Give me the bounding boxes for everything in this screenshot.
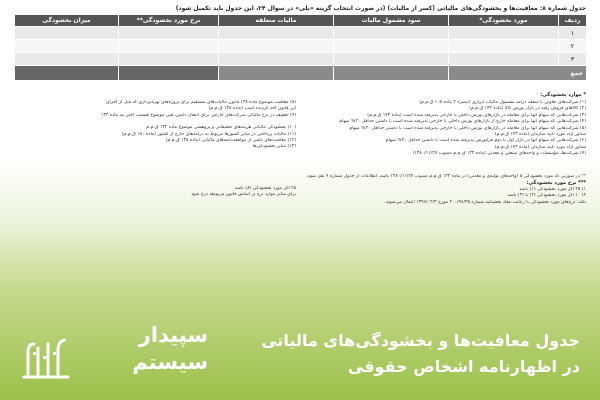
note-line: (۱) شرکت‌های تعاونی با سقف درآمد مشمول مالیات ابرازی (تبصره ۲ ماده ۱۰۵ ق.م.م): [419, 100, 586, 105]
table-cell: [449, 27, 559, 40]
note-line: ۱) ۲۵ اگر مورد بخشودگی (۱) باشد: [519, 186, 586, 192]
note-line: (۱۲) معافیت‌های ناشی از موافقت‌نامه‌های مالیاتی (ماده ۱۳۸ ق.م.م): [165, 138, 296, 144]
note-line: (۸) معافیت موضوع ماده ۱۳۸ قانون مالیات‌های مستقیم برای پروژه‌های بهره‌برداری که قبل از اجرای: [105, 100, 296, 105]
brand-name-line2: سیستم: [132, 350, 208, 374]
table-row: [15, 27, 587, 40]
note-line: (۶) شرکت‌هایی که سهام آنها در بازار اول یا دوم فرابورس پذیرفته شده است با داشتن حداقل ۲۰% سهام: [385, 138, 586, 144]
notes-left-column: [16, 100, 296, 151]
table-row: [15, 53, 587, 66]
sum-cell: [15, 66, 119, 81]
col-header-item: مورد بخشودگی*: [449, 15, 559, 27]
table-header-row: [15, 15, 587, 27]
table-sum-row: [15, 66, 587, 81]
note-line: (۳) شرکت‌هایی که سهام آنها برای معامله در بازارهای بورس داخلی یا خارجی پذیرفته شده است (ماده ۱۴۳ ق.م.م): [367, 112, 586, 118]
col-header-index: ردیف: [559, 15, 587, 27]
note-line: (۱۳) سایر بخشودگی‌ها: [252, 144, 296, 150]
note-line: ۲) ۱۰ اگر مورد بخشودگی (۲) یا (۳) باشد: [507, 193, 586, 199]
note-line: برای سایر موارد نرخ بر اساس قانون مربوطه درج شود: [191, 192, 296, 198]
table-cell: [119, 53, 219, 66]
row-index: ۱: [559, 27, 587, 40]
col-header-rate: نرخ مورد بخشودگی**: [119, 15, 219, 27]
rates-heading: *** نرخ مورد بخشودگی:: [526, 180, 586, 187]
table-cell: [219, 27, 334, 40]
table-row: [15, 40, 587, 53]
table-cell: [449, 53, 559, 66]
note-line: این قانون اخذ گردیده است (ماده ۱۳۸ ق.م.م): [208, 106, 296, 112]
table-cell: [449, 40, 559, 53]
col-header-tax: مالیات متعلقه: [219, 15, 334, 27]
row-index: ۳: [559, 53, 587, 66]
document-title: جدول شماره ۸: معافیت‌ها و بخشودگی‌های مالیاتی (کسر از مالیات) (در صورت انتخاب گزینه «بلی» در سوال ۲۴، این جدول باید تکمیل شود): [175, 5, 586, 12]
table-cell: [219, 40, 334, 53]
brand-name: [78, 322, 208, 376]
note-line: (۷) شرکت‌ها، مؤسسات و واحدهای صنعتی و معدنی (ماده ۱۳۲ ق.م.م مصوب ۱۳۸۰/۱۱/۲۷): [412, 151, 586, 157]
note-line: (۵) شرکت‌هایی که سهام آنها برای معامله در بازارهای بورس داخلی یا خارجی پذیرفته شده است با داشتن حداقل ۲۰% سهام: [349, 125, 586, 131]
note-line: (۱۱) مالیات پرداختی در سایر کشورها مربوط به درآمدهای خارج از کشور (ماده ۱۸۰ ق.م.م): [121, 131, 296, 137]
table-cell: [15, 27, 119, 40]
sum-cell: [219, 66, 334, 81]
rates-left-column: [16, 186, 296, 199]
table-cell: [119, 40, 219, 53]
brand-name-line1: سپیدار: [138, 323, 208, 347]
banner-title-line2: در اظهارنامه اشخاص حقوقی: [347, 357, 580, 376]
sum-cell: [119, 66, 219, 81]
col-header-taxable-profit: سود مشمول مالیات: [334, 15, 449, 27]
note-line: (۲) کالاهای فروش رفته در بازار بورس کالا (ماده ۱۴۳ ق.م.م): [469, 106, 586, 112]
sepidar-logo-icon: [20, 330, 72, 382]
rates-right-column: [306, 174, 586, 206]
col-header-amount: میزان بخشودگی: [15, 15, 119, 27]
table-cell: [334, 53, 449, 66]
exemption-table: [14, 14, 587, 81]
sum-label: جمع: [449, 66, 587, 81]
note-line: (۹) تخفیف در نرخ مالیاتی شرکت‌های خارجی برای انتقال دانش، فنی موضوع قسمت اخیر بند ماده ۱۳۲: [100, 112, 296, 118]
table-cell: [219, 53, 334, 66]
row-index: ۲: [559, 40, 587, 53]
table-cell: [15, 40, 119, 53]
note-line: شناور آزاد مورد تایید سازمان (ماده ۱۴۳ ق.م.م): [494, 132, 586, 138]
table-cell: [119, 27, 219, 40]
table-cell: [334, 40, 449, 53]
table-cell: [15, 53, 119, 66]
notes-right-column: [306, 100, 586, 158]
brand-logo: [20, 320, 210, 390]
document-scan: [14, 4, 586, 259]
note-line: (۱۰) بخشودگی مالیاتی هزینه‌های تحقیقاتی و پژوهشی موضوع ماده ۱۳۲ ق.م.م: [146, 125, 296, 131]
note-line: ۲۵ اگر مورد بخشودگی (۸) باشد: [234, 186, 296, 191]
note-line: شناور آزاد مورد تایید سازمان (ماده ۱۴۳ ق.م.م): [494, 144, 586, 150]
note-line: نکته: نرخ‌های مورد بخشودگی با رعایت مفاد بخشنامه شماره ۲۰۰/۹۶/۳۵ مورخ ۱۳۹۶/۰۲/۳ اعمال می‌شوند.: [384, 199, 586, 205]
table-cell: [334, 27, 449, 40]
banner-title-line1: جدول معافیت‌ها و بخشودگی‌های مالیاتی: [261, 331, 580, 350]
notes-section: [14, 92, 586, 157]
sum-cell: [334, 66, 449, 81]
note-line: (۴) شرکت‌هایی که سهام آنها برای معامله خارج از بازارهای بورس داخلی یا خارجی پذیرفته شده است با داشتن حداقل ۲۰% سهام: [339, 119, 586, 125]
banner-title: [210, 328, 580, 380]
note-line: ** در صورتی که مورد بخشودگی ۸ (واحدهای تولیدی و معدنی) در ماده ۱۳۲ ق.م.م مصوب ۱۳۸۰/۱۱/۲۷ باشد، اطلاعات از جدول شماره ۹ نقل شود.: [306, 174, 586, 179]
notes-heading: * موارد بخشودگی:: [540, 92, 586, 98]
